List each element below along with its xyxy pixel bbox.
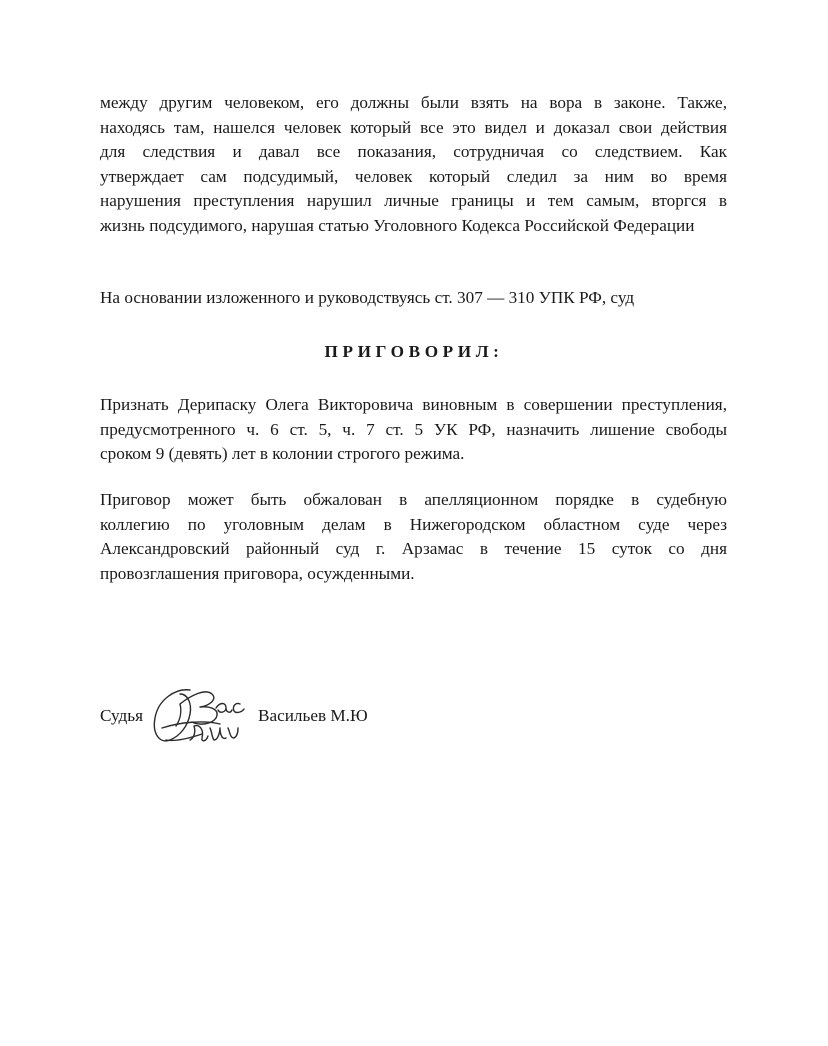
text-line: Приговор может быть обжалован в апелляционном порядке в судебную <box>100 490 727 509</box>
text-line: для следствия и давал все показания, сотрудничая со следствием. Как <box>100 142 727 162</box>
judge-name: Васильев М.Ю <box>258 706 368 725</box>
text-line: предусмотренного ч. 6 ст. 5, ч. 7 ст. 5 УК РФ, назначить лишение свободы <box>100 419 727 439</box>
text-line: провозглашения приговора, осужденными. <box>100 563 415 583</box>
paragraph-appeal <box>100 488 727 586</box>
text-line: сроком 9 (девять) лет в колонии строгого режима. <box>100 444 465 464</box>
text-line: находясь там, нашелся человек который все это видел и доказал свои действия <box>100 117 727 137</box>
text-line: между другим человеком, его должны были взять на вора в законе. Также, <box>100 93 727 112</box>
paragraph-case-description <box>100 91 727 239</box>
paragraph-legal-basis: На основании изложенного и руководствуясь ст. 307 — 310 УПК РФ, суд <box>100 288 635 307</box>
handwritten-signature-icon <box>150 674 250 750</box>
verdict-heading: ПРИГОВОРИЛ: <box>324 342 504 361</box>
text-line: Александровский районный суд г. Арзамас в течение 15 суток со дня <box>100 539 727 559</box>
text-line: утверждает сам подсудимый, человек который следил за ним во время <box>100 166 727 186</box>
text-line: жизнь подсудимого, нарушая статью Уголовного Кодекса Российской Федерации <box>100 215 695 235</box>
text-line: Признать Дерипаску Олега Викторовича виновным в совершении преступления, <box>100 395 727 414</box>
paragraph-verdict <box>100 393 727 467</box>
text-line: коллегию по уголовным делам в Нижегородском областном суде через <box>100 514 727 534</box>
judge-label: Судья <box>100 706 144 725</box>
text-line: нарушения преступления нарушил личные границы и тем самым, вторгся в <box>100 191 727 211</box>
